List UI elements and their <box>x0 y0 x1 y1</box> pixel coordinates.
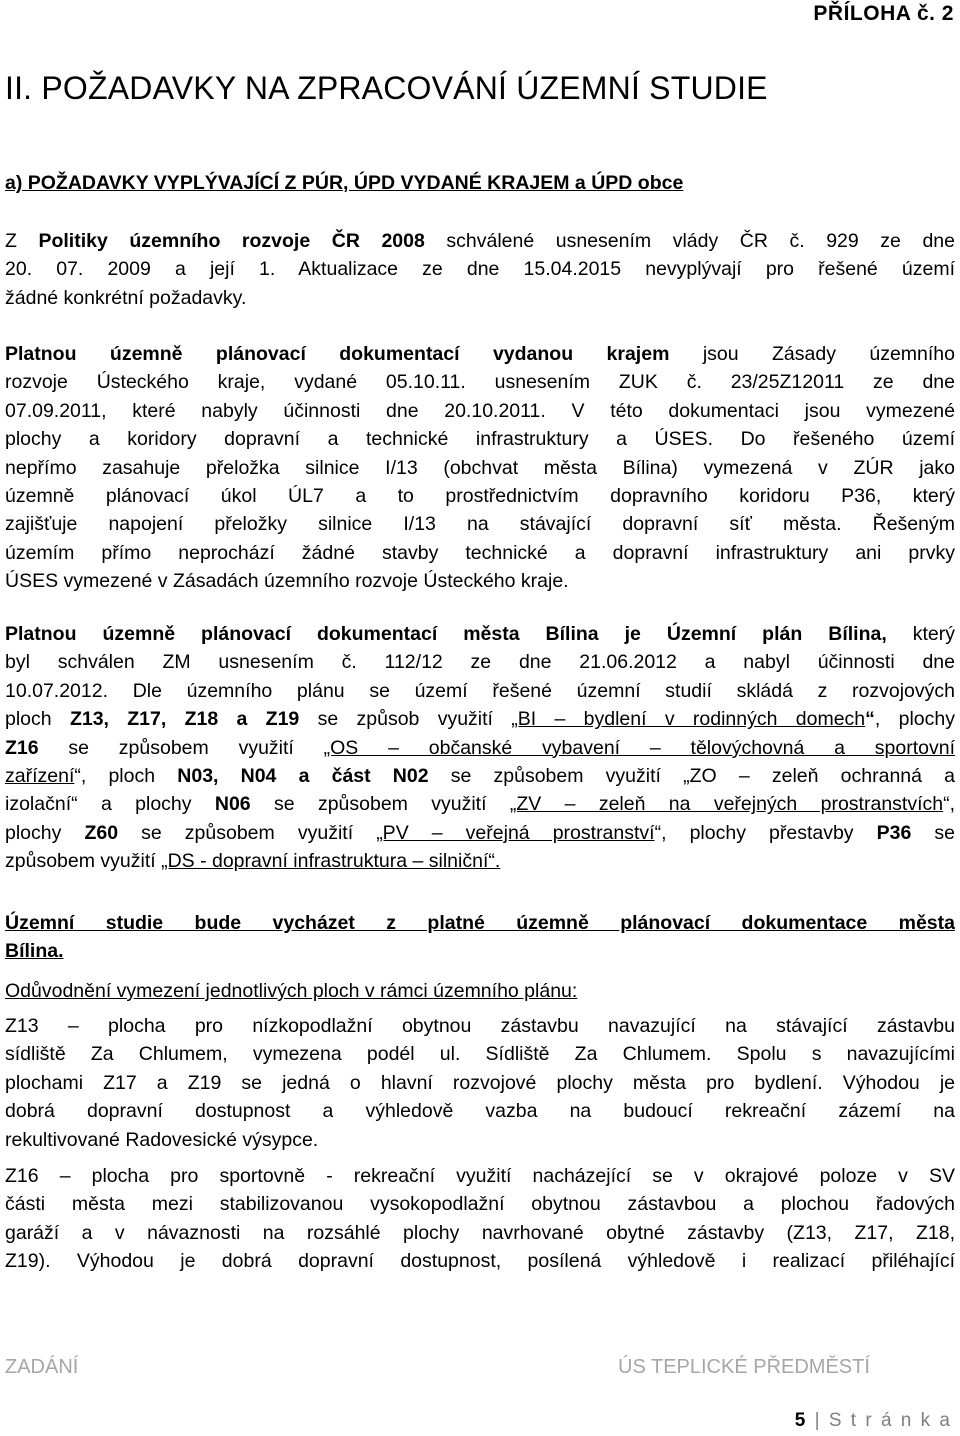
footer-right: ÚS TEPLICKÉ PŘEDMĚSTÍ <box>618 1356 870 1378</box>
text-line: byl schválen ZM usnesením č. 112/12 ze dne 21.06.2012 a nabyl účinnosti dne <box>5 651 955 674</box>
text-line: plochy a koridory dopravní a technické infrastruktury a ÚSES. Do řešeného území <box>5 428 955 451</box>
footer-left: ZADÁNÍ <box>5 1356 79 1378</box>
text-line: Z Politiky územního rozvoje ČR 2008 schválené usnesením vlády ČR č. 929 ze dne <box>5 230 955 252</box>
section-heading: a) POŽADAVKY VYPLÝVAJÍCÍ Z PÚR, ÚPD VYDANÉ KRAJEM a ÚPD obce <box>5 172 684 194</box>
text-line: územně plánovací úkol ÚL7 a to prostřednictvím dopravního koridoru P36, který <box>5 485 955 508</box>
text-line: Z19). Výhodou je dobrá dopravní dostupnost, posílená výhledově i realizací přiléhající <box>5 1250 955 1273</box>
text-line: ÚSES vymezené v Zásadách územního rozvoje Ústeckého kraje. <box>5 570 569 593</box>
text-line: 07.09.2011, které nabyly účinnosti dne 20.10.2011. V této dokumentaci jsou vymezené <box>5 399 955 422</box>
page-title: II. POŽADAVKY NA ZPRACOVÁNÍ ÚZEMNÍ STUDIE <box>5 70 768 106</box>
text-line: způsobem využití „DS - dopravní infrastruktura – silniční“. <box>5 850 501 873</box>
paragraph-pur <box>5 227 955 312</box>
text-line: sídliště Za Chlumem, vymezena podél ul. Sídliště Za Chlumem. Spolu s navazujícími <box>5 1043 955 1066</box>
paragraph-zur <box>5 340 955 596</box>
text-line: územím přímo neprochází žádné stavby technické a dopravní infrastruktury ani prvky <box>5 541 955 564</box>
text-line: dobrá dopravní dostupnost a výhledově vazba na budoucí rekreační zázemí na <box>5 1100 955 1123</box>
text-line: Z16 se způsobem využití „OS – občanské vybavení – tělovýchovná a sportovní <box>5 736 955 759</box>
text-line: Platnou územně plánovací dokumentací vydanou krajem jsou Zásady územního <box>5 343 955 365</box>
text-line: zajišťuje napojení přeložky silnice I/13 na stávající dopravní síť města. Řešeným <box>5 513 955 536</box>
text-line: žádné konkrétní požadavky. <box>5 286 247 309</box>
text-line: rozvoje Ústeckého kraje, vydané 05.10.11. usnesením ZUK č. 23/25Z12011 ze dne <box>5 371 955 394</box>
subheading <box>5 977 955 1005</box>
text-line: zařízení“, ploch N03, N04 a část N02 se způsobem využití „ZO – zeleň ochranná a <box>5 765 955 788</box>
paragraph-z16 <box>5 1162 955 1276</box>
page-label: | S t r á n k a <box>807 1410 952 1431</box>
text-line: Platnou územně plánovací dokumentací města Bílina je Územní plán Bílina, který <box>5 623 955 645</box>
paragraph-study <box>5 909 955 966</box>
text-line: části města mezi stabilizovanou vysokopodlažní obytnou zástavbou a plochou řadových <box>5 1193 955 1216</box>
text-line: garáží a v návaznosti na rozsáhlé plochy navrhované obytné zástavby (Z13, Z17, Z18, <box>5 1221 955 1244</box>
text-line: Z16 – plocha pro sportovně - rekreační využití nacházející se v okrajové poloze v SV <box>5 1165 955 1187</box>
page-num: 5 <box>794 1410 808 1431</box>
text-line: 20. 07. 2009 a její 1. Aktualizace ze dne 15.04.2015 nevyplývají pro řešené území <box>5 258 955 281</box>
text-line: izolační“ a plochy N06 se způsobem využití „ZV – zeleň na veřejných prostranstvích“, <box>5 793 956 816</box>
paragraph-z13 <box>5 1012 955 1154</box>
text-line: nepřímo zasahuje přeložka silnice I/13 (obchvat města Bílina) vymezená v ZÚR jako <box>5 456 955 479</box>
text-line: Odůvodnění vymezení jednotlivých ploch v rámci územního plánu: <box>5 980 578 1002</box>
text-line: plochami Z17 a Z19 se jedná o hlavní rozvojové plochy města pro bydlení. Výhodou je <box>5 1071 955 1094</box>
text-line: 10.07.2012. Dle územního plánu se území řešené územní studií skládá z rozvojových <box>5 679 955 702</box>
annex-label: PŘÍLOHA č. 2 <box>813 2 954 25</box>
text-line: Územní studie bude vycházet z platné územně plánovací dokumentace města <box>5 912 955 934</box>
paragraph-up <box>5 620 955 876</box>
page-number <box>795 1410 952 1432</box>
text-line: Z13 – plocha pro nízkopodlažní obytnou zástavbu navazující na stávající zástavbu <box>5 1015 955 1037</box>
text-line: plochy Z60 se způsobem využití „PV – veřejná prostranství“, plochy přestavby P36 se <box>5 821 956 844</box>
text-line: rekultivované Radovesické výsypce. <box>5 1128 319 1151</box>
text-line: ploch Z13, Z17, Z18 a Z19 se způsob využití „BI – bydlení v rodinných domech“, plochy <box>5 708 955 731</box>
text-line: Bílina. <box>5 940 64 963</box>
